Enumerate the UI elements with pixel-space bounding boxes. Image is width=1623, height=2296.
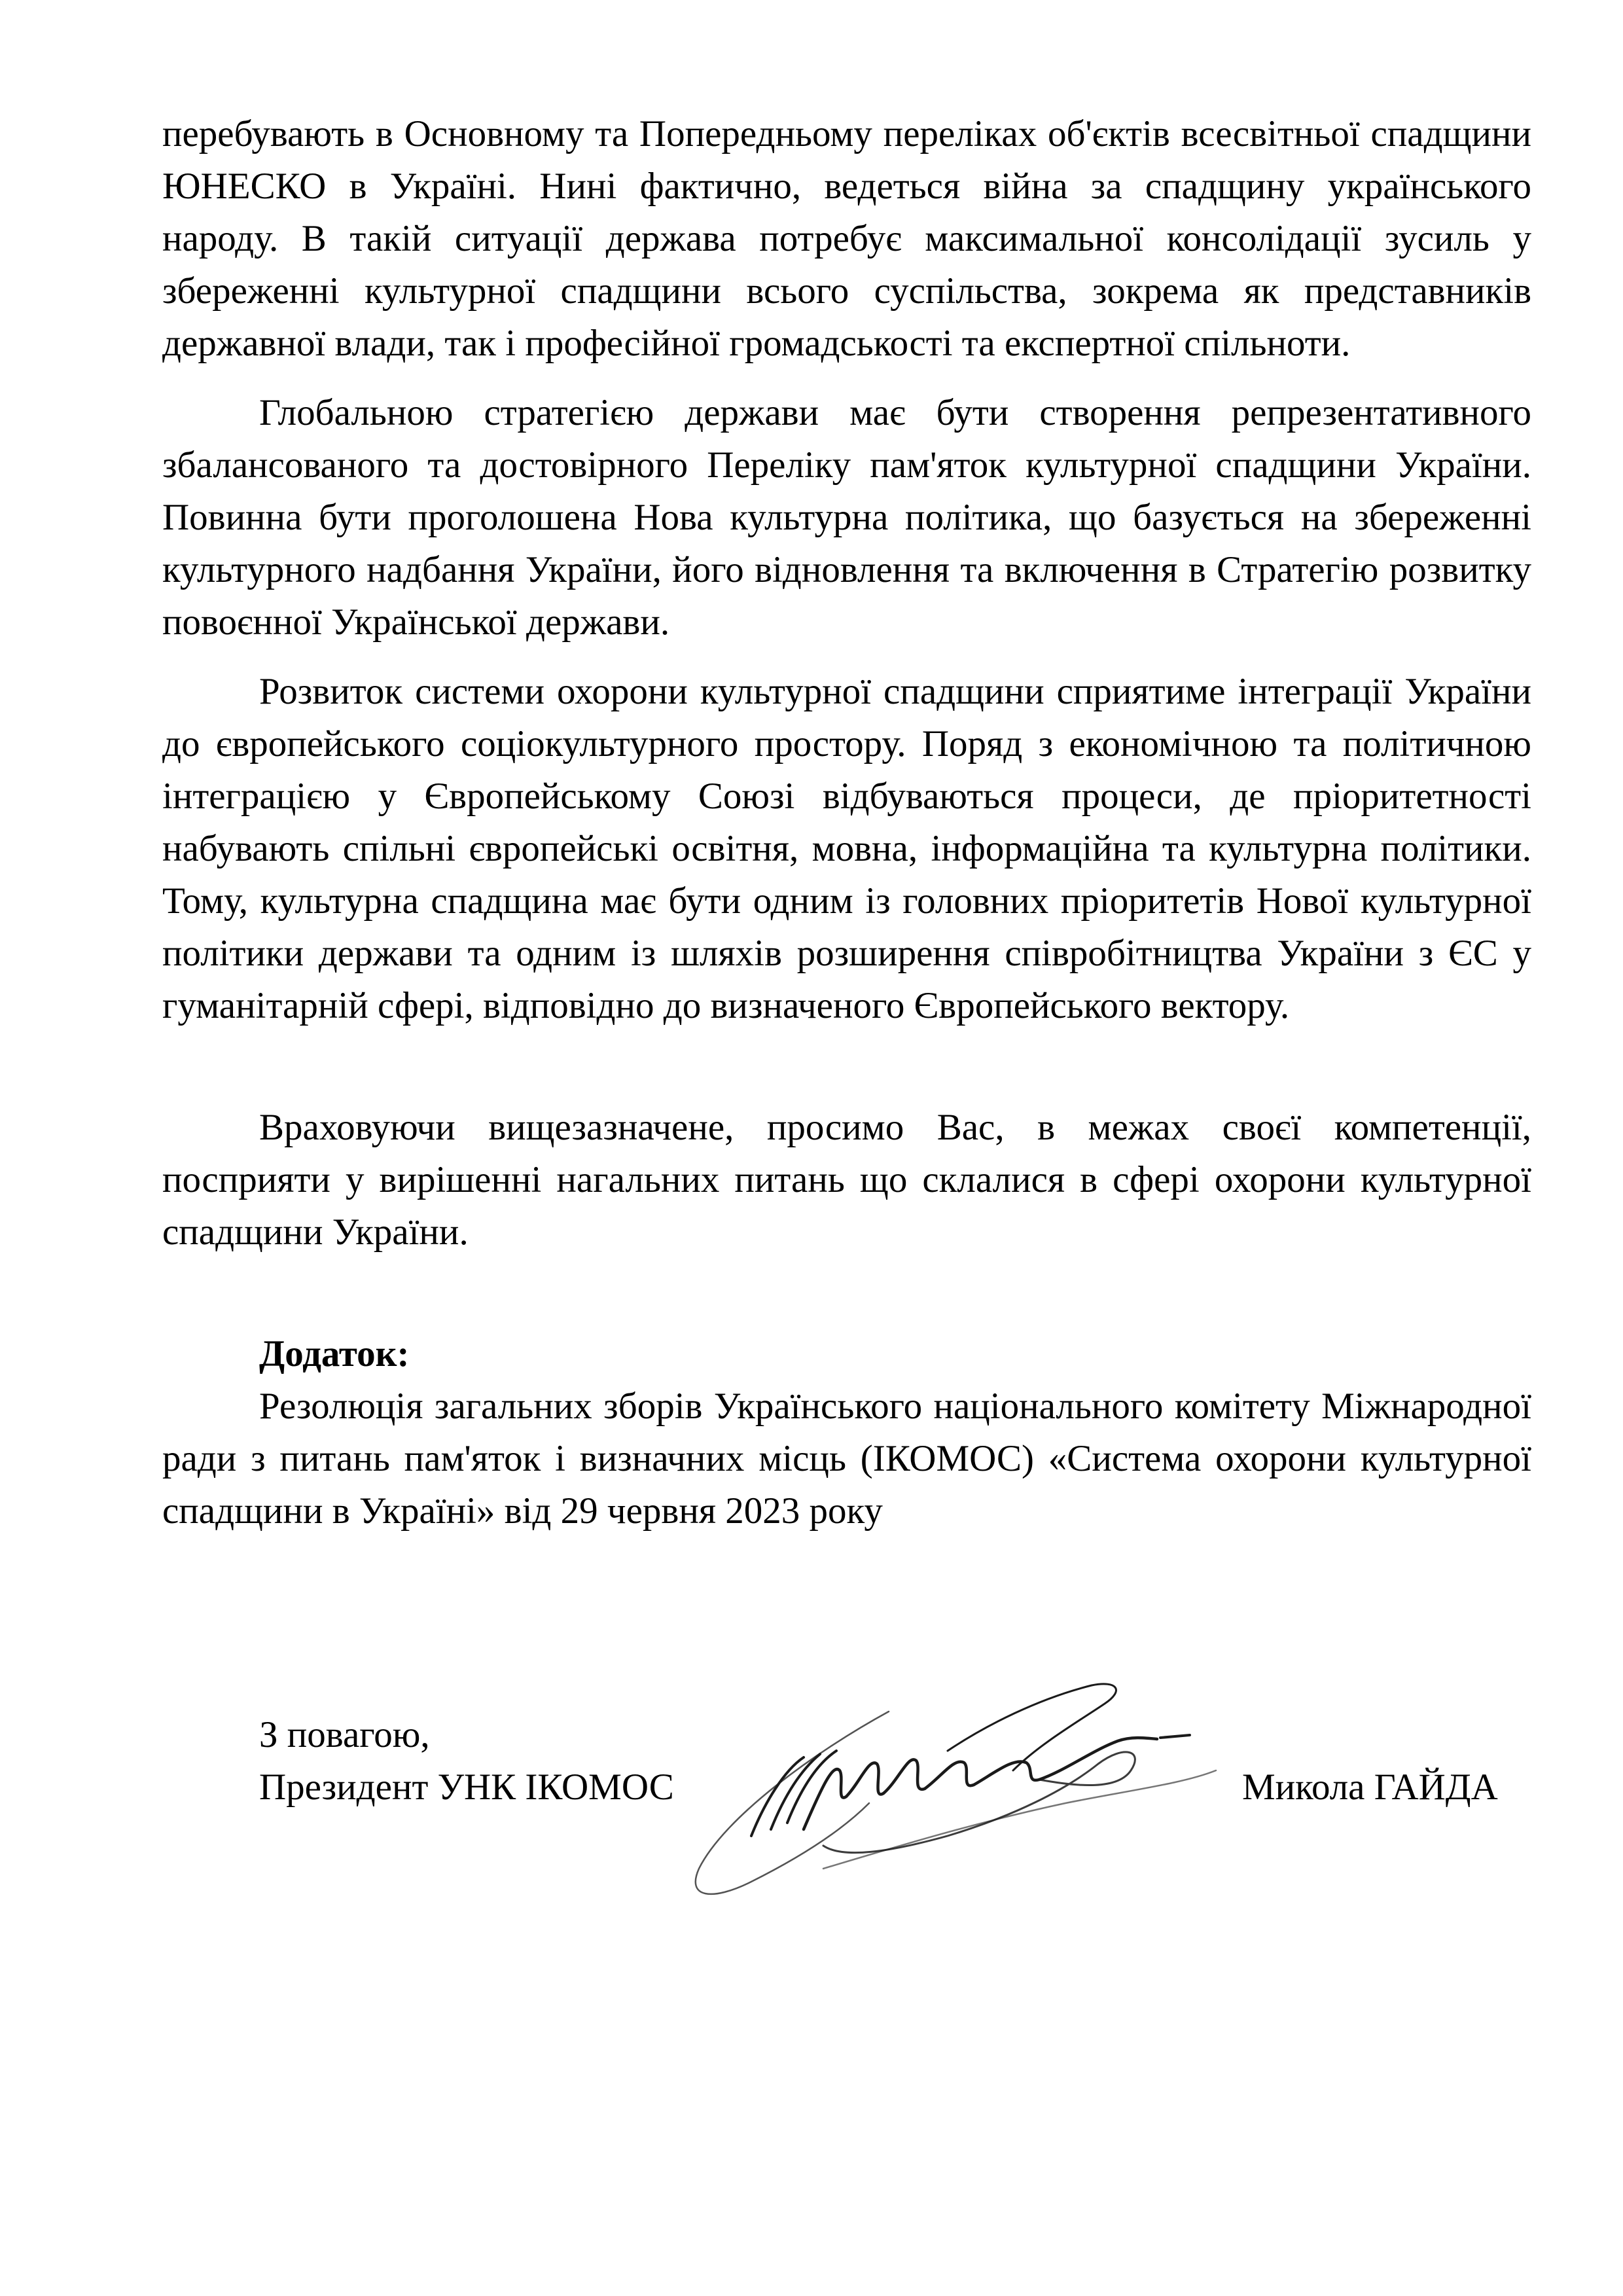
handwritten-signature <box>673 1672 1249 1921</box>
signature-end-dash <box>1160 1735 1190 1738</box>
signature-outer-loop <box>696 1712 889 1894</box>
body-paragraph-1: перебувають в Основному та Попередньому переліках об'єктів всесвітньої спадщини ЮНЕСКО в Україні. Нині фактично, ведеться війна за спадщину українського народу. В такій ситуації держава потребує максимальної консолідації зусиль у збереженні культурної спадщини всього суспільства, зокрема як представників державної влади, так і професійної громадськості та експертної спільноти. <box>162 113 1531 364</box>
signature-top-flourish <box>948 1684 1116 1770</box>
closing-phrase: З повагою, <box>259 1714 430 1755</box>
request-paragraph: Враховуючи вищезазначене, просимо Вас, в межах своєї компетенції, посприяти у вирішенні нагальних питань що склалися в сфері охорони культурної спадщини України. <box>162 1107 1531 1253</box>
body-paragraph-2: Глобальною стратегією держави має бути створення репрезентативного збалансованого та достовірного Переліку пам'яток культурної спадщини України. Повинна бути проголошена Нова культурна політика, що базується на збереженні культурного надбання України, його відновлення та включення в Стратегію розвитку повоєнної Української держави. <box>162 392 1531 643</box>
appendix-title: Додаток: <box>259 1333 410 1374</box>
closing-lines <box>259 1709 674 1814</box>
signature-underline <box>823 1770 1216 1869</box>
letter-page <box>162 108 1531 1808</box>
signature-tail <box>823 1752 1135 1853</box>
body-paragraph-3: Розвиток системи охорони культурної спадщини сприятиме інтеграції України до європейського соціокультурного простору. Поряд з економічною та політичною інтеграцією у Європейському Союзі відбуваються процеси, де пріоритетності набувають спільні європейські освітня, мовна, інформаційна та культурна політики. Тому, культурна спадщина має бути одним із головних пріоритетів Нової культурної політики держави та одним із шляхів розширення співробітництва України з ЄС у гуманітарній сфері, відповідно до визначеного Європейського вектору. <box>162 671 1531 1026</box>
signer-position: Президент УНК ІКОМОС <box>259 1767 674 1808</box>
appendix-text: Резолюція загальних зборів Українського національного комітету Міжнародної ради з питань пам'яток і визначних місць (ІКОМОС) «Система охорони культурної спадщини в Україні» від 29 червня 2023 року <box>162 1386 1531 1532</box>
appendix-section <box>162 1328 1531 1537</box>
signature-initial-strokes <box>751 1751 836 1836</box>
signature-block <box>162 1672 1531 1921</box>
signer-name: Микола ГАЙДА <box>1242 1767 1498 1808</box>
